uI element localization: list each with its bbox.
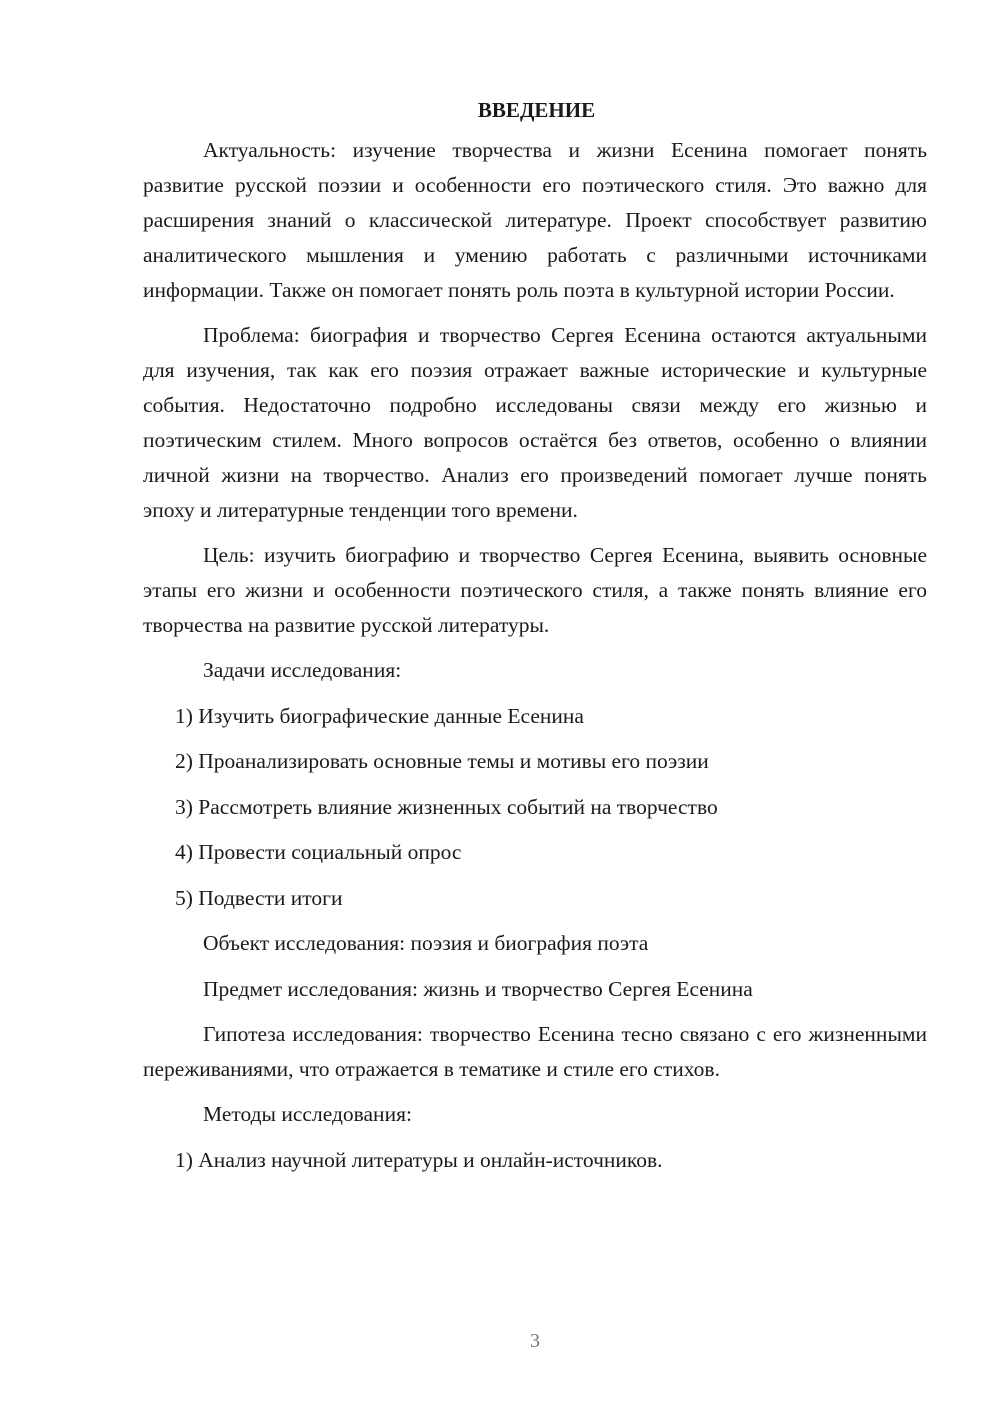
hypothesis-paragraph: Гипотеза исследования: творчество Есенина тесно связано с его жизненными переживаниями, что отражается в тематике и стиле его стихов. — [143, 1022, 927, 1081]
page-number: 3 — [530, 1330, 540, 1352]
relevance-paragraph: Актуальность: изучение творчества и жизни Есенина помогает понять развитие русской поэзии и особенности его поэтического стиля. Это важно для расширения знаний о классической литературе. Проект способствует развитию аналитического мышления и умению работать с различными источниками информации. Также он помогает понять роль поэта в культурной истории России. — [143, 138, 927, 302]
tasks-label: Задачи исследования: — [203, 658, 402, 682]
task-item: 5) Подвести итоги — [175, 885, 343, 910]
task-item: 3) Рассмотреть влияние жизненных событий на творчество — [175, 794, 718, 819]
methods-label: Методы исследования: — [203, 1102, 412, 1126]
research-object: Объект исследования: поэзия и биография поэта — [203, 931, 649, 955]
research-subject: Предмет исследования: жизнь и творчество Сергея Есенина — [203, 976, 753, 1001]
page-content — [143, 93, 927, 1188]
problem-paragraph: Проблема: биография и творчество Сергея Есенина остаются актуальными для изучения, так как его поэзия отражает важные исторические и культурные события. Недостаточно подробно исследованы связи между его жизнью и поэтическим стилем. Много вопросов остаётся без ответов, особенно о влиянии личной жизни на творчество. Анализ его произведений помогает лучше понять эпоху и литературные тенденции того времени. — [143, 323, 927, 522]
goal-paragraph: Цель: изучить биографию и творчество Сергея Есенина, выявить основные этапы его жизни и особенности поэтического стиля, а также понять влияние его творчества на развитие русской литературы. — [143, 543, 927, 637]
task-item: 2) Проанализировать основные темы и мотивы его поэзии — [175, 749, 709, 773]
section-heading: ВВЕДЕНИЕ — [477, 98, 596, 122]
method-item: 1) Анализ научной литературы и онлайн-источников. — [175, 1147, 663, 1172]
task-item: 1) Изучить биографические данные Есенина — [175, 703, 584, 728]
task-item: 4) Провести социальный опрос — [175, 840, 462, 864]
